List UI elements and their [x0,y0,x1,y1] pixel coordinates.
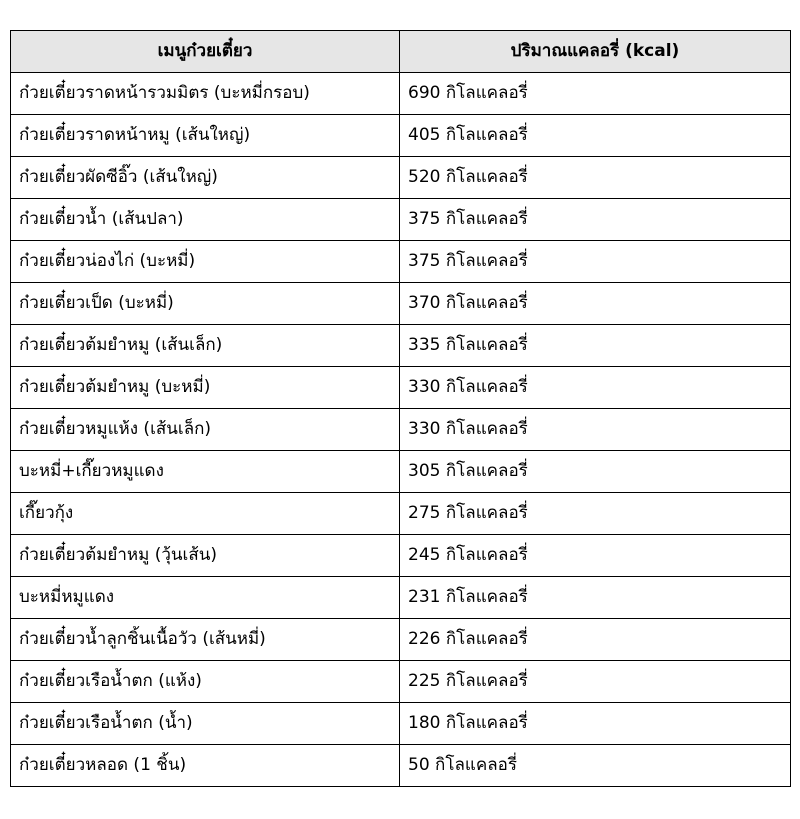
menu-cell: ก๋วยเตี๋ยวเรือน้ำตก (น้ำ) [11,703,400,745]
table-row [11,325,791,367]
calories-cell: 180 กิโลแคลอรี่ [400,703,791,745]
table-row [11,157,791,199]
table-row [11,577,791,619]
table-row [11,409,791,451]
calories-cell: 520 กิโลแคลอรี่ [400,157,791,199]
calorie-table [10,30,791,787]
calories-cell: 375 กิโลแคลอรี่ [400,241,791,283]
menu-cell: ก๋วยเตี๋ยวต้มยำหมู (บะหมี่) [11,367,400,409]
menu-cell: ก๋วยเตี๋ยวหลอด (1 ชิ้น) [11,745,400,787]
table-row [11,661,791,703]
header-calories: ปริมาณแคลอรี่ (kcal) [400,31,791,73]
table-row [11,199,791,241]
menu-cell: ก๋วยเตี๋ยวต้มยำหมู (วุ้นเส้น) [11,535,400,577]
table-row [11,115,791,157]
menu-cell: ก๋วยเตี๋ยวราดหน้าหมู (เส้นใหญ่) [11,115,400,157]
table-row [11,283,791,325]
table-header-row [11,31,791,73]
menu-cell: ก๋วยเตี๋ยวผัดซีอิ๊ว (เส้นใหญ่) [11,157,400,199]
menu-cell: ก๋วยเตี๋ยวต้มยำหมู (เส้นเล็ก) [11,325,400,367]
table-row [11,619,791,661]
table-row [11,535,791,577]
calories-cell: 50 กิโลแคลอรี่ [400,745,791,787]
table-row [11,493,791,535]
menu-cell: บะหมี่หมูแดง [11,577,400,619]
menu-cell: ก๋วยเตี๋ยวเป็ด (บะหมี่) [11,283,400,325]
table-row [11,451,791,493]
table-body [11,73,791,787]
menu-cell: ก๋วยเตี๋ยวราดหน้ารวมมิตร (บะหมี่กรอบ) [11,73,400,115]
menu-cell: ก๋วยเตี๋ยวเรือน้ำตก (แห้ง) [11,661,400,703]
calories-cell: 330 กิโลแคลอรี่ [400,367,791,409]
header-menu: เมนูก๋วยเตี๋ยว [11,31,400,73]
table-row [11,703,791,745]
menu-cell: ก๋วยเตี๋ยวน้ำ (เส้นปลา) [11,199,400,241]
menu-cell: ก๋วยเตี๋ยวน่องไก่ (บะหมี่) [11,241,400,283]
calories-cell: 275 กิโลแคลอรี่ [400,493,791,535]
calories-cell: 225 กิโลแคลอรี่ [400,661,791,703]
menu-cell: บะหมี่+เกี๊ยวหมูแดง [11,451,400,493]
calories-cell: 375 กิโลแคลอรี่ [400,199,791,241]
calories-cell: 330 กิโลแคลอรี่ [400,409,791,451]
calories-cell: 226 กิโลแคลอรี่ [400,619,791,661]
table-row [11,241,791,283]
menu-cell: ก๋วยเตี๋ยวหมูแห้ง (เส้นเล็ก) [11,409,400,451]
calories-cell: 690 กิโลแคลอรี่ [400,73,791,115]
table-row [11,367,791,409]
menu-cell: ก๋วยเตี๋ยวน้ำลูกชิ้นเนื้อวัว (เส้นหมี่) [11,619,400,661]
menu-cell: เกี๊ยวกุ้ง [11,493,400,535]
calories-cell: 245 กิโลแคลอรี่ [400,535,791,577]
calories-cell: 405 กิโลแคลอรี่ [400,115,791,157]
calories-cell: 370 กิโลแคลอรี่ [400,283,791,325]
table-row [11,745,791,787]
calories-cell: 335 กิโลแคลอรี่ [400,325,791,367]
calories-cell: 305 กิโลแคลอรี่ [400,451,791,493]
calories-cell: 231 กิโลแคลอรี่ [400,577,791,619]
table-row [11,73,791,115]
